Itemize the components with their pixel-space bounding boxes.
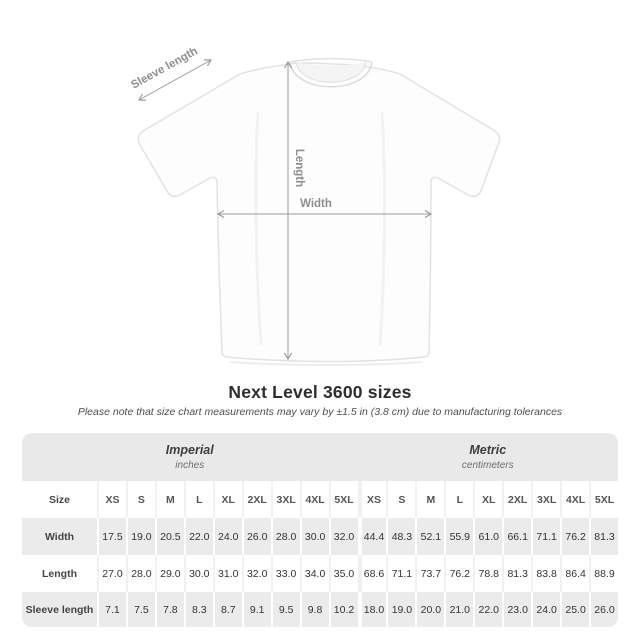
collar-back-curve bbox=[290, 59, 372, 62]
value-cell-imperial: 9.1 bbox=[242, 592, 271, 627]
metric-unit-label: centimeters bbox=[461, 460, 514, 471]
size-header-imperial: M bbox=[155, 481, 184, 518]
value-cell-imperial: 22.0 bbox=[184, 518, 213, 555]
value-cell-metric: 81.3 bbox=[502, 555, 531, 592]
imperial-group-header bbox=[22, 433, 358, 481]
size-header-metric: 5XL bbox=[589, 481, 618, 518]
value-cell-metric: 24.0 bbox=[531, 592, 560, 627]
value-cell-imperial: 24.0 bbox=[213, 518, 242, 555]
value-cell-imperial: 17.5 bbox=[97, 518, 126, 555]
size-table bbox=[22, 433, 618, 627]
value-cell-metric: 73.7 bbox=[415, 555, 444, 592]
value-cell-imperial: 9.8 bbox=[300, 592, 329, 627]
value-cell-imperial: 34.0 bbox=[300, 555, 329, 592]
imperial-label: Imperial bbox=[165, 443, 214, 457]
value-cell-imperial: 33.0 bbox=[271, 555, 300, 592]
value-cell-imperial: 20.5 bbox=[155, 518, 184, 555]
value-cell-imperial: 32.0 bbox=[329, 518, 358, 555]
value-cell-metric: 76.2 bbox=[560, 518, 589, 555]
size-header-imperial: XS bbox=[97, 481, 126, 518]
value-cell-imperial: 27.0 bbox=[97, 555, 126, 592]
value-cell-metric: 81.3 bbox=[589, 518, 618, 555]
value-cell-metric: 86.4 bbox=[560, 555, 589, 592]
size-header-imperial: L bbox=[184, 481, 213, 518]
size-header-metric: S bbox=[386, 481, 415, 518]
hem-shadow bbox=[230, 362, 422, 365]
value-cell-imperial: 30.0 bbox=[300, 518, 329, 555]
table-row bbox=[22, 592, 618, 627]
value-cell-metric: 25.0 bbox=[560, 592, 589, 627]
tolerance-note: Please note that size chart measurements may vary by ±1.5 in (3.8 cm) due to manufacturing tolerances bbox=[77, 406, 563, 418]
value-cell-metric: 19.0 bbox=[386, 592, 415, 627]
value-cell-metric: 21.0 bbox=[444, 592, 473, 627]
value-cell-metric: 66.1 bbox=[502, 518, 531, 555]
table-row bbox=[22, 518, 618, 555]
row-label: Sleeve length bbox=[25, 603, 94, 616]
value-cell-imperial: 35.0 bbox=[329, 555, 358, 592]
value-cell-metric: 78.8 bbox=[473, 555, 502, 592]
length-label: Length bbox=[293, 148, 305, 188]
tshirt-graphic bbox=[138, 59, 499, 365]
table-row bbox=[22, 555, 618, 592]
value-cell-imperial: 32.0 bbox=[242, 555, 271, 592]
size-header-row bbox=[22, 481, 618, 518]
value-cell-metric: 71.1 bbox=[531, 518, 560, 555]
size-header-imperial: S bbox=[126, 481, 155, 518]
size-header-imperial: 2XL bbox=[242, 481, 271, 518]
sleeve-length-label: Sleeve length bbox=[129, 45, 200, 92]
size-header-metric: L bbox=[444, 481, 473, 518]
value-cell-metric: 71.1 bbox=[386, 555, 415, 592]
value-cell-metric: 88.9 bbox=[589, 555, 618, 592]
metric-group-header bbox=[358, 433, 619, 481]
size-header-imperial: 3XL bbox=[271, 481, 300, 518]
value-cell-metric: 44.4 bbox=[358, 518, 387, 555]
page-title: Next Level 3600 sizes bbox=[228, 382, 412, 402]
size-header-metric: 4XL bbox=[560, 481, 589, 518]
value-cell-imperial: 28.0 bbox=[126, 555, 155, 592]
value-cell-imperial: 10.2 bbox=[329, 592, 358, 627]
size-header-imperial: 4XL bbox=[300, 481, 329, 518]
value-cell-imperial: 19.0 bbox=[126, 518, 155, 555]
value-cell-imperial: 8.3 bbox=[184, 592, 213, 627]
value-cell-metric: 68.6 bbox=[358, 555, 387, 592]
table-header-band bbox=[22, 433, 618, 481]
value-cell-metric: 26.0 bbox=[589, 592, 618, 627]
size-header-imperial: XL bbox=[213, 481, 242, 518]
width-label: Width bbox=[300, 198, 332, 210]
size-header-metric: M bbox=[415, 481, 444, 518]
value-cell-imperial: 7.5 bbox=[126, 592, 155, 627]
value-cell-metric: 22.0 bbox=[473, 592, 502, 627]
value-cell-imperial: 7.8 bbox=[155, 592, 184, 627]
size-column-header: Size bbox=[48, 493, 70, 506]
value-cell-imperial: 28.0 bbox=[271, 518, 300, 555]
value-cell-metric: 48.3 bbox=[386, 518, 415, 555]
value-cell-metric: 55.9 bbox=[444, 518, 473, 555]
value-cell-imperial: 8.7 bbox=[213, 592, 242, 627]
value-cell-metric: 61.0 bbox=[473, 518, 502, 555]
value-cell-metric: 83.8 bbox=[531, 555, 560, 592]
table-rows bbox=[22, 481, 618, 627]
value-cell-metric: 20.0 bbox=[415, 592, 444, 627]
size-header-imperial: 5XL bbox=[329, 481, 358, 518]
value-cell-imperial: 9.5 bbox=[271, 592, 300, 627]
size-header-metric: XL bbox=[473, 481, 502, 518]
value-cell-metric: 76.2 bbox=[444, 555, 473, 592]
imperial-unit-label: inches bbox=[175, 460, 205, 471]
tshirt-body-shape bbox=[138, 63, 499, 362]
size-header-metric: 3XL bbox=[531, 481, 560, 518]
row-label: Length bbox=[42, 567, 77, 580]
value-cell-imperial: 7.1 bbox=[97, 592, 126, 627]
row-label: Width bbox=[44, 530, 75, 543]
value-cell-metric: 18.0 bbox=[358, 592, 387, 627]
value-cell-imperial: 31.0 bbox=[213, 555, 242, 592]
value-cell-imperial: 26.0 bbox=[242, 518, 271, 555]
value-cell-metric: 23.0 bbox=[502, 592, 531, 627]
value-cell-imperial: 29.0 bbox=[155, 555, 184, 592]
size-header-metric: 2XL bbox=[502, 481, 531, 518]
value-cell-imperial: 30.0 bbox=[184, 555, 213, 592]
value-cell-metric: 52.1 bbox=[415, 518, 444, 555]
metric-label: Metric bbox=[469, 443, 507, 457]
size-header-metric: XS bbox=[358, 481, 387, 518]
